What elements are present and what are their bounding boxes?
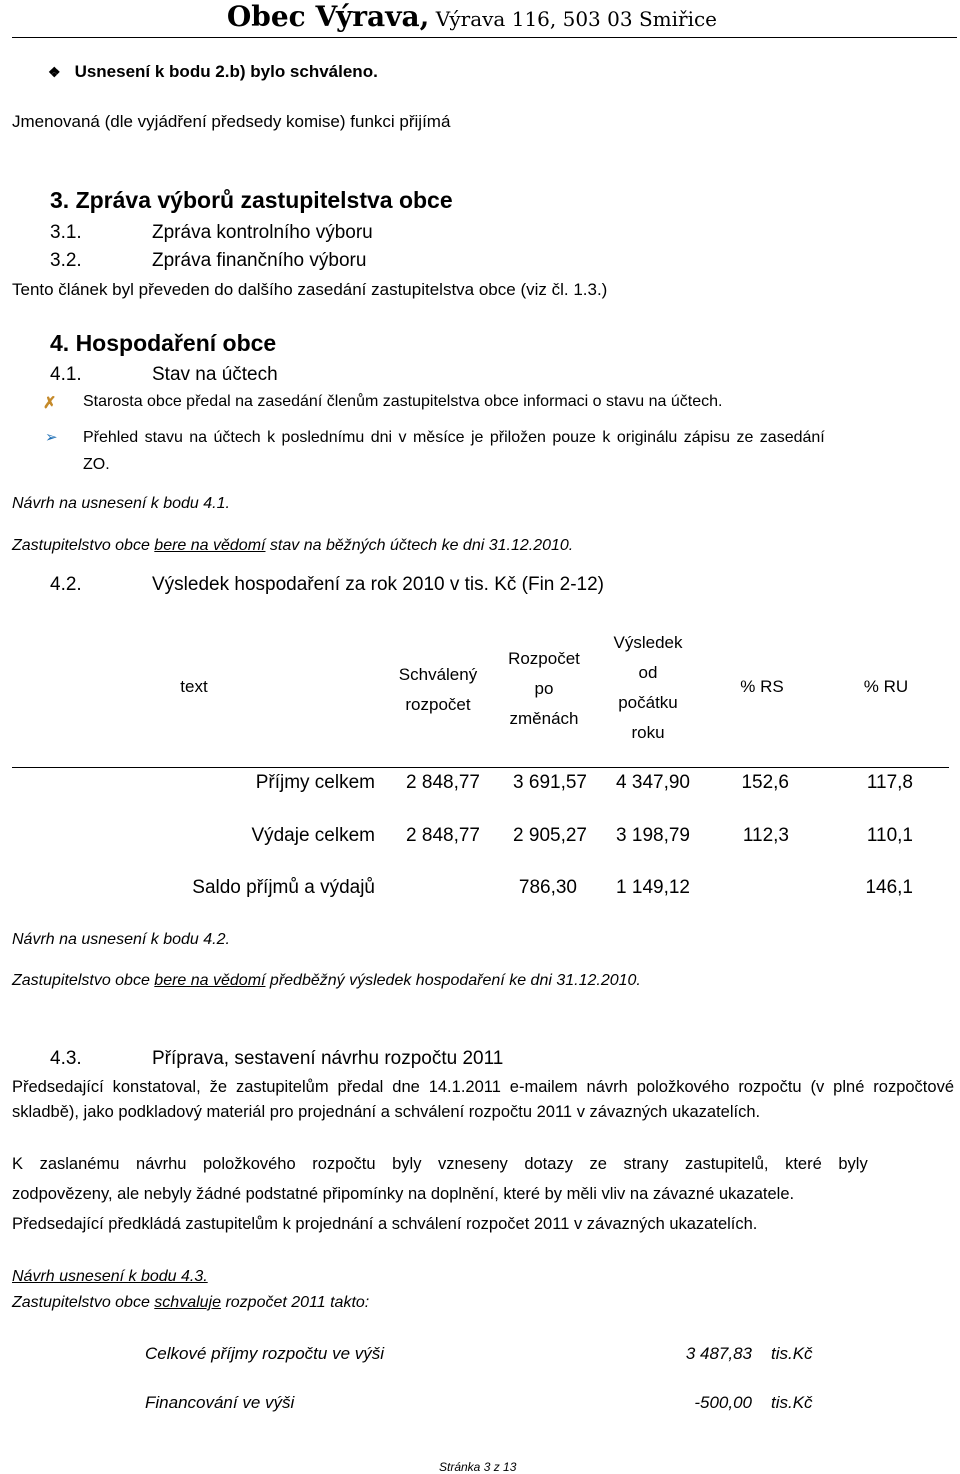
resolution-4-2 bbox=[12, 972, 641, 990]
table-rule bbox=[12, 767, 949, 768]
section-3-2-title: Zpráva finančního výboru bbox=[152, 250, 367, 271]
th-rs: % RS bbox=[740, 677, 784, 696]
row-after: 2 905,27 bbox=[513, 825, 587, 846]
section-4-3-title: Příprava, sestavení návrhu rozpočtu 2011 bbox=[152, 1048, 504, 1069]
diamond-bullet-icon: ❖ bbox=[48, 64, 61, 80]
row-approved: 2 848,77 bbox=[406, 825, 480, 846]
header-rule bbox=[12, 37, 957, 38]
row-ru: 146,1 bbox=[865, 877, 913, 898]
th-after-l2: po bbox=[534, 679, 554, 698]
row-after: 3 691,57 bbox=[513, 772, 587, 793]
th-after-l1: Rozpočet bbox=[508, 649, 580, 668]
section-4-3-para2-line2: zodpovězeny, ale nebyly žádné podstatné připomínky na doplnění, které by měli vliv na závazné ukazatele. bbox=[12, 1185, 795, 1203]
th-approved bbox=[388, 660, 488, 720]
section-3-1-num: 3.1. bbox=[50, 222, 82, 243]
budget-item-label: Celkové příjmy rozpočtu ve výši bbox=[145, 1344, 385, 1363]
res43-verb: schvaluje bbox=[154, 1294, 221, 1311]
th-ru: % RU bbox=[863, 677, 909, 696]
section-4-3-para1: Předsedající konstatoval, že zastupitelům předal dne 14.1.2011 e-mailem návrh položkového rozpočtu (v plné rozpočtové skladbě), jako podkladový materiál pro projednání a schválení rozpočtu 2011 v závazných ukazatelích. bbox=[12, 1078, 954, 1121]
res41-prefix: Zastupitelstvo obce bbox=[12, 537, 155, 554]
row-ru: 117,8 bbox=[866, 772, 913, 793]
th-result-l4: roku bbox=[631, 723, 665, 742]
bullet-overview-line1: Přehled stavu na účtech k poslednímu dni v měsíce je přiložen pouze k originálu zápisu ze zasedání bbox=[83, 429, 825, 446]
bullet-overview-line2: ZO. bbox=[83, 456, 110, 473]
res42-prefix: Zastupitelstvo obce bbox=[12, 972, 155, 989]
res43-prefix: Zastupitelstvo obce bbox=[12, 1294, 155, 1311]
section-4-title: 4. Hospodaření obce bbox=[50, 330, 277, 356]
header-address: Výrava 116, 503 03 Smiřice bbox=[429, 7, 717, 31]
budget-item-unit: tis.Kč bbox=[771, 1393, 813, 1412]
section-4-1-title: Stav na účtech bbox=[152, 364, 278, 385]
th-after-l3: změnách bbox=[509, 709, 579, 728]
budget-item-unit: tis.Kč bbox=[771, 1344, 813, 1363]
proposal-4-2: Návrh na usnesení k bodu 4.2. bbox=[12, 931, 230, 948]
section-4-3-num: 4.3. bbox=[50, 1048, 82, 1069]
th-approved-l1: Schválený bbox=[398, 665, 478, 684]
row-rs: 152,6 bbox=[741, 772, 789, 793]
res41-suffix: stav na běžných účtech ke dni 31.12.2010. bbox=[265, 537, 574, 554]
budget-item-label: Financování ve výši bbox=[145, 1393, 295, 1412]
th-result-l1: Výsledek bbox=[613, 633, 683, 652]
proposal-4-3: Návrh usnesení k bodu 4.3. bbox=[12, 1268, 208, 1285]
th-after-changes bbox=[494, 644, 594, 734]
header-org: Obec Výrava, bbox=[226, 0, 430, 33]
row-label: Příjmy celkem bbox=[255, 772, 375, 793]
page-header bbox=[227, 0, 717, 36]
row-after: 786,30 bbox=[518, 877, 577, 898]
res42-verb: bere na vědomí bbox=[154, 972, 266, 989]
row-result: 3 198,79 bbox=[616, 825, 690, 846]
resolution-2b bbox=[48, 62, 378, 82]
row-label: Výdaje celkem bbox=[251, 825, 375, 846]
section-4-3-para3: Předsedající předkládá zastupitelům k projednání a schválení rozpočet 2011 v závazných ukazatelích. bbox=[12, 1215, 758, 1233]
page-footer: Stránka 3 z 13 bbox=[439, 1460, 517, 1474]
res42-suffix: předběžný výsledek hospodaření ke dni 31.12.2010. bbox=[265, 972, 641, 989]
th-approved-l2: rozpočet bbox=[405, 695, 471, 714]
appointee-line: Jmenovaná (dle vyjádření předsedy komise) funkci přijímá bbox=[12, 112, 451, 131]
row-approved: 2 848,77 bbox=[406, 772, 480, 793]
th-result bbox=[598, 628, 698, 748]
row-result: 1 149,12 bbox=[616, 877, 690, 898]
section-4-3-para2-line1: K zaslanému návrhu položkového rozpočtu byly vzneseny dotazy ze strany zastupitelů, které byly bbox=[12, 1155, 868, 1173]
th-result-l3: počátku bbox=[618, 693, 678, 712]
row-ru: 110,1 bbox=[866, 825, 913, 846]
row-rs: 112,3 bbox=[742, 825, 789, 846]
resolution-4-1 bbox=[12, 537, 573, 555]
bullet-accounts-info: Starosta obce předal na zasedání členům zastupitelstva obce informaci o stavu na účtech. bbox=[83, 393, 723, 410]
res41-verb: bere na vědomí bbox=[154, 537, 266, 554]
budget-item-value: 3 487,83 bbox=[685, 1344, 752, 1363]
section-3-1-title: Zpráva kontrolního výboru bbox=[152, 222, 373, 243]
row-label: Saldo příjmů a výdajů bbox=[192, 877, 375, 898]
cross-bullet-icon: ✗ bbox=[43, 395, 57, 412]
th-result-l2: od bbox=[638, 663, 658, 682]
section-4-1-num: 4.1. bbox=[50, 364, 82, 385]
row-result: 4 347,90 bbox=[616, 772, 690, 793]
arrow-bullet-icon: ➢ bbox=[45, 429, 58, 446]
section-3-2-num: 3.2. bbox=[50, 250, 82, 271]
section-3-title: 3. Zpráva výborů zastupitelstva obce bbox=[50, 187, 453, 213]
resolution-2b-text: Usnesení k bodu 2.b) bylo schváleno. bbox=[74, 62, 378, 81]
section-4-2-title: Výsledek hospodaření za rok 2010 v tis. Kč (Fin 2-12) bbox=[152, 574, 605, 595]
section-4-2-num: 4.2. bbox=[50, 574, 82, 595]
budget-item-value: -500,00 bbox=[694, 1393, 752, 1412]
proposal-4-1: Návrh na usnesení k bodu 4.1. bbox=[12, 495, 230, 512]
resolution-4-3 bbox=[12, 1294, 369, 1312]
res43-suffix: rozpočet 2011 takto: bbox=[221, 1294, 370, 1311]
section-3-note: Tento článek byl převeden do dalšího zasedání zastupitelstva obce (viz čl. 1.3.) bbox=[12, 280, 608, 299]
th-text: text bbox=[180, 677, 208, 696]
